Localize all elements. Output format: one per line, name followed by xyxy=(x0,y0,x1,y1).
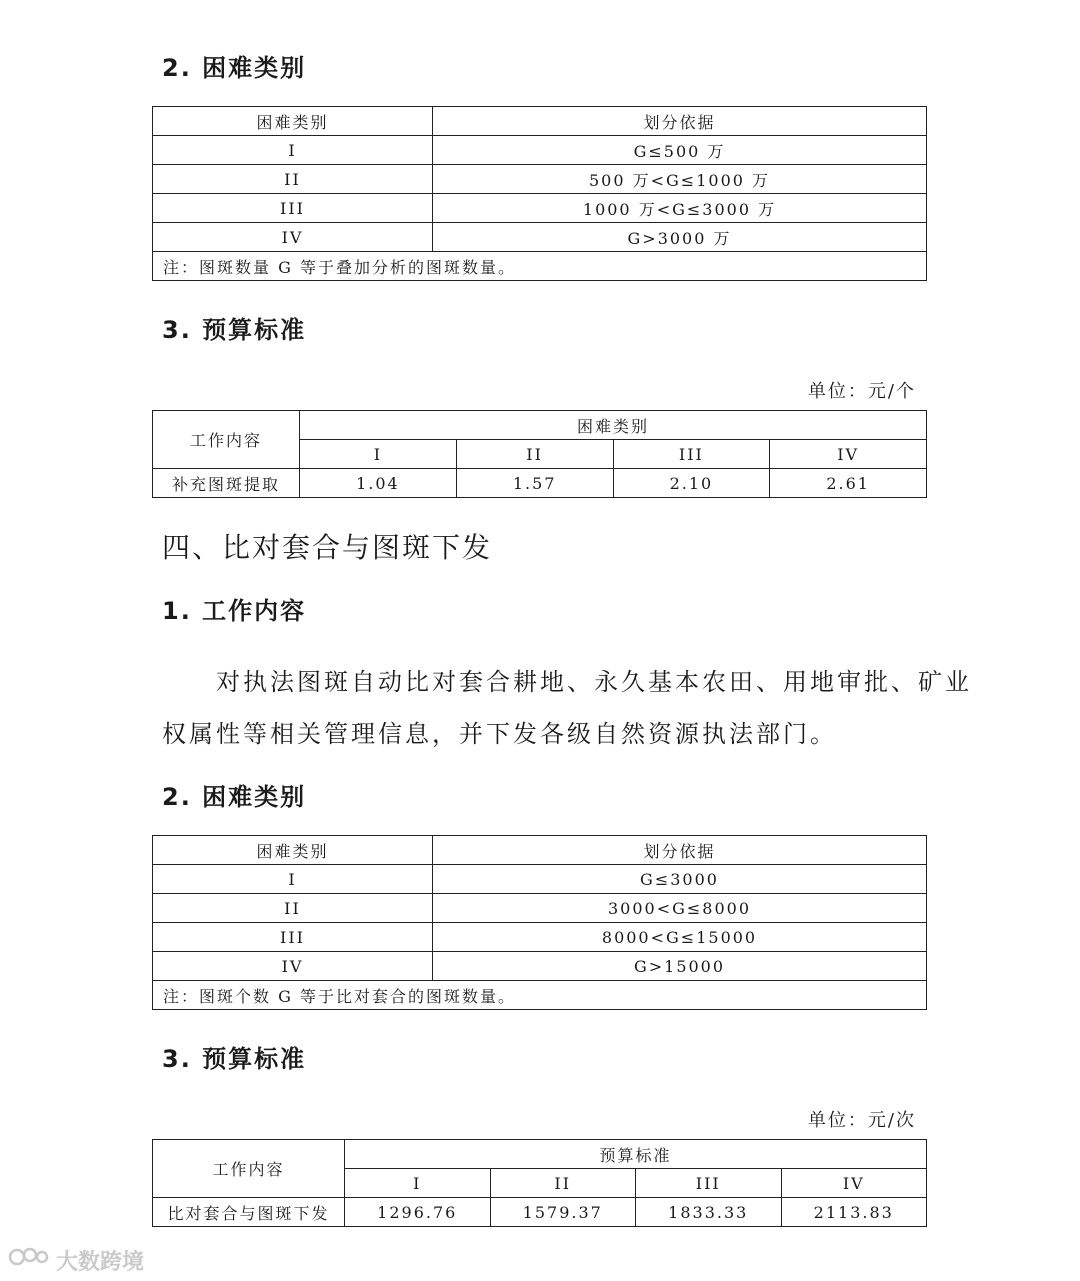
table-cell: I xyxy=(153,136,433,165)
table-header: 工作内容 xyxy=(153,411,300,469)
table-cell: III xyxy=(153,923,433,952)
table-cell: II xyxy=(153,894,433,923)
heading-budget-a: 3. 预算标准 xyxy=(162,316,307,344)
paragraph-line-1: 对执法图斑自动比对套合耕地、永久基本农田、用地审批、矿业 xyxy=(216,668,972,696)
table-cell: 8000<G≤15000 xyxy=(433,923,927,952)
table-cell: G>3000 万 xyxy=(433,223,927,252)
table-cell: 2.61 xyxy=(770,469,927,498)
table-cell: G≤500 万 xyxy=(433,136,927,165)
table-cell: 2.10 xyxy=(613,469,770,498)
table-header: 工作内容 xyxy=(153,1140,345,1198)
table-cell: 1833.33 xyxy=(636,1198,782,1227)
heading-work: 1. 工作内容 xyxy=(162,597,307,625)
table-cell: G>15000 xyxy=(433,952,927,981)
table-header: 划分依据 xyxy=(433,107,927,136)
table-cell: II xyxy=(153,165,433,194)
table-cell: 3000<G≤8000 xyxy=(433,894,927,923)
table-row xyxy=(153,136,927,165)
heading-budget-b: 3. 预算标准 xyxy=(162,1045,307,1073)
table-cell: 1000 万<G≤3000 万 xyxy=(433,194,927,223)
heading-difficulty-b: 2. 困难类别 xyxy=(162,783,307,811)
table-row xyxy=(153,469,927,498)
table-row xyxy=(153,194,927,223)
level-header: III xyxy=(613,440,770,469)
unit-label-b: 单位：元/次 xyxy=(807,1110,916,1131)
difficulty-table-a xyxy=(152,106,927,281)
level-header: I xyxy=(300,440,457,469)
table-header: 困难类别 xyxy=(300,411,927,440)
table-cell: IV xyxy=(153,223,433,252)
table-header: 划分依据 xyxy=(433,836,927,865)
table-row xyxy=(153,894,927,923)
table-header: 困难类别 xyxy=(153,107,433,136)
table-row xyxy=(153,223,927,252)
table-note: 注：图斑数量 G 等于叠加分析的图斑数量。 xyxy=(153,252,927,281)
table-cell: 1579.37 xyxy=(490,1198,636,1227)
table-row xyxy=(153,165,927,194)
table-cell: 1296.76 xyxy=(345,1198,491,1227)
table-cell: I xyxy=(153,865,433,894)
watermark xyxy=(8,1244,144,1276)
table-cell: IV xyxy=(153,952,433,981)
table-header: 预算标准 xyxy=(345,1140,927,1169)
table-note: 注：图斑个数 G 等于比对套合的图斑数量。 xyxy=(153,981,927,1010)
table-cell: G≤3000 xyxy=(433,865,927,894)
section-title: 四、比对套合与图斑下发 xyxy=(162,531,493,564)
table-cell: III xyxy=(153,194,433,223)
difficulty-table-b xyxy=(152,835,927,1010)
paragraph-line-2: 权属性等相关管理信息，并下发各级自然资源执法部门。 xyxy=(162,720,837,748)
table-cell: 2113.83 xyxy=(781,1198,927,1227)
level-header: II xyxy=(456,440,613,469)
table-cell: 1.57 xyxy=(456,469,613,498)
budget-table-a xyxy=(152,410,927,498)
bubble-logo-icon xyxy=(8,1244,50,1276)
level-header: III xyxy=(636,1169,782,1198)
table-row xyxy=(153,1198,927,1227)
heading-difficulty-a: 2. 困难类别 xyxy=(162,54,307,82)
table-cell: 1.04 xyxy=(300,469,457,498)
unit-label-a: 单位：元/个 xyxy=(807,381,916,402)
row-label: 补充图斑提取 xyxy=(153,469,300,498)
table-header: 困难类别 xyxy=(153,836,433,865)
table-row xyxy=(153,923,927,952)
budget-table-b xyxy=(152,1139,927,1227)
level-header: II xyxy=(490,1169,636,1198)
table-row xyxy=(153,865,927,894)
row-label: 比对套合与图斑下发 xyxy=(153,1198,345,1227)
level-header: IV xyxy=(781,1169,927,1198)
level-header: IV xyxy=(770,440,927,469)
table-row xyxy=(153,952,927,981)
watermark-text: 大数跨境 xyxy=(56,1249,145,1275)
table-cell: 500 万<G≤1000 万 xyxy=(433,165,927,194)
level-header: I xyxy=(345,1169,491,1198)
